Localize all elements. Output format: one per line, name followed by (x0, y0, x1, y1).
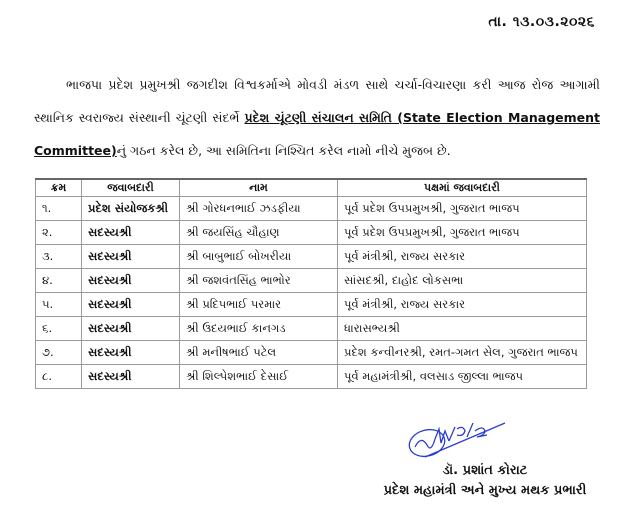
cell-name: શ્રી મનીષભાઈ પટેલ (180, 341, 338, 365)
cell-serial: ૮. (36, 365, 82, 389)
cell-serial: ૩. (36, 245, 82, 269)
cell-name: શ્રી ઉદયભાઈ કાનગડ (180, 317, 338, 341)
cell-responsibility: સદસ્યશ્રી (82, 221, 180, 245)
table-row (36, 365, 587, 389)
cell-serial: ૪. (36, 269, 82, 293)
cell-responsibility: સદસ્યશ્રી (82, 341, 180, 365)
cell-responsibility: પ્રદેશ સંયોજકશ્રી (82, 197, 180, 221)
table-row (36, 317, 587, 341)
header-party-role: પક્ષમાં જવાબદારી (338, 179, 587, 197)
cell-serial: ૧. (36, 197, 82, 221)
document-date: તા. ૧૩.૦૩.૨૦૨૬ (488, 14, 595, 30)
paragraph-text-before: ભાજપા પ્રદેશ પ્રમુખશ્રી જગદીશ વિશ્વકર્માએ મોવડી મંડળ સાથે ચર્ચા-વિચારણા કરી આજ રોજ આગામી સ્થાનિક સ્વરાજ્ય સંસ્થાની ચૂંટણી સંદર્ભે (34, 77, 600, 125)
cell-serial: ૭. (36, 341, 82, 365)
cell-responsibility: સદસ્યશ્રી (82, 365, 180, 389)
cell-name: શ્રી શિલ્પેશભાઈ દેસાઈ (180, 365, 338, 389)
cell-serial: ૬. (36, 317, 82, 341)
cell-responsibility: સદસ્યશ્રી (82, 245, 180, 269)
table-row (36, 221, 587, 245)
signature (405, 417, 515, 461)
cell-party-role: પૂર્વ મહામંત્રીશ્રી, વલસાડ જીલ્લા ભાજપ (338, 365, 587, 389)
cell-party-role: સાંસદશ્રી, દાહોદ લોકસભા (338, 269, 587, 293)
cell-party-role: પૂર્વ પ્રદેશ ઉપપ્રમુખશ્રી, ગુજરાત ભાજપ (338, 197, 587, 221)
paragraph-text-after: નું ગઠન કરેલ છે, આ સમિતિના નિશ્ચિત કરેલ નામો નીચે મુજબ છે. (116, 143, 451, 158)
cell-name: શ્રી પ્રદિપભાઈ પરમાર (180, 293, 338, 317)
cell-responsibility: સદસ્યશ્રી (82, 317, 180, 341)
cell-name: શ્રી ગોરધનભાઈ ઝડફીયા (180, 197, 338, 221)
header-serial: ક્રમ (36, 179, 82, 197)
cell-serial: ૨. (36, 221, 82, 245)
cell-name: શ્રી બાબુભાઈ બોખરીયા (180, 245, 338, 269)
table-row (36, 341, 587, 365)
cell-party-role: પૂર્વ પ્રદેશ ઉપપ્રમુખશ્રી, ગુજરાત ભાજપ (338, 221, 587, 245)
cell-responsibility: સદસ્યશ્રી (82, 293, 180, 317)
table-row (36, 269, 587, 293)
signatory-name: ડૉ. પ્રશાંત કોરાટ (442, 463, 528, 478)
committee-table (35, 178, 587, 389)
table-row (36, 293, 587, 317)
table-header-row (36, 179, 587, 197)
header-responsibility: જવાબદારી (82, 179, 180, 197)
signature-scribble-icon (405, 417, 515, 461)
signatory-block (360, 461, 610, 501)
signatory-title: પ્રદેશ મહામંત્રી અને મુખ્ય મથક પ્રભારી (383, 483, 587, 498)
committee-name: પ્રદેશ ચૂંટણી સંચાલન સમિતિ (State Election Management Committee) (34, 110, 601, 158)
cell-party-role: પૂર્વ મંત્રીશ્રી, રાજ્ય સરકાર (338, 245, 587, 269)
cell-party-role: પૂર્વ મંત્રીશ્રી, રાજ્ય સરકાર (338, 293, 587, 317)
table-row (36, 197, 587, 221)
cell-serial: ૫. (36, 293, 82, 317)
cell-name: શ્રી જશવંતસિંહ ભાભોર (180, 269, 338, 293)
cell-party-role: પ્રદેશ કન્વીનરશ્રી, રમત-ગમત સેલ, ગુજરાત ભાજપ (338, 341, 587, 365)
cell-name: શ્રી જયસિંહ ચૌહાણ (180, 221, 338, 245)
header-name: નામ (180, 179, 338, 197)
table-row (36, 245, 587, 269)
cell-responsibility: સદસ્યશ્રી (82, 269, 180, 293)
cell-party-role: ધારાસભ્યશ્રી (338, 317, 587, 341)
intro-paragraph (34, 68, 600, 167)
